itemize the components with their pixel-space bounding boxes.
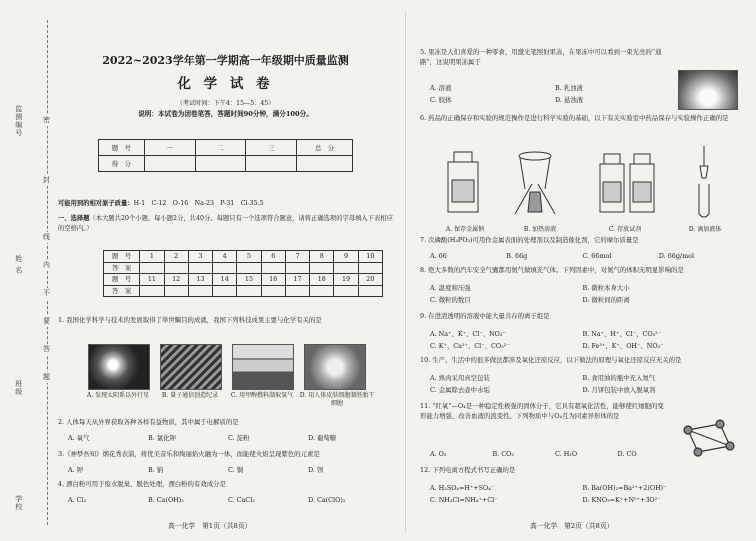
question-5-options xyxy=(430,82,680,106)
score-field[interactable] xyxy=(195,156,246,172)
o4-molecule-icon xyxy=(678,416,738,460)
answer-field[interactable] xyxy=(164,285,188,297)
answer-field[interactable] xyxy=(164,262,188,274)
option-d[interactable]: D. CO xyxy=(617,450,637,458)
school-label: 学校 xyxy=(14,495,23,511)
answer-field[interactable] xyxy=(237,262,261,274)
section-one-instructions xyxy=(58,214,393,234)
table-cell: 答 案 xyxy=(104,285,140,297)
option-b[interactable]: B. Ca(OH)₂ xyxy=(148,496,184,504)
seal-mark: 不 xyxy=(43,289,50,297)
answer-field[interactable] xyxy=(261,262,285,274)
exam-time: （考试时间：下午4：15—5：45） xyxy=(176,100,275,107)
option-c[interactable]: C. 微粒的数目 xyxy=(430,296,471,305)
table-row xyxy=(99,140,353,156)
option-c[interactable]: C. K⁺、Ca²⁺、Cl⁻、CO₃²⁻ xyxy=(430,342,510,351)
quantum-device-photo xyxy=(160,344,222,390)
table-cell: 题 号 xyxy=(104,274,140,286)
question-4-options xyxy=(68,496,388,504)
class-label: 班级 xyxy=(14,380,23,396)
option-b[interactable]: B. 氯化钾 xyxy=(148,434,176,442)
table-cell: 三 xyxy=(246,140,297,156)
score-field[interactable] xyxy=(246,156,297,172)
atomic-mass-line xyxy=(58,200,393,208)
option-d[interactable]: D. 微粒间的距离 xyxy=(582,296,630,305)
answer-table xyxy=(103,250,383,297)
answer-field[interactable] xyxy=(285,262,309,274)
table-cell: 2 xyxy=(164,251,188,263)
jelly-photo xyxy=(678,70,738,110)
seal-mark: 要 xyxy=(43,317,50,325)
question-10-stem: 10. 生产、生活中的很多做法都涉及氧化还原反应，以下做法的原理与氧化还原反应无关的是 xyxy=(420,356,682,364)
question-2-options xyxy=(68,434,388,442)
atomic-mass-label: 可能用到的相对原子质量： xyxy=(58,200,134,207)
answer-field[interactable] xyxy=(334,262,358,274)
option-b[interactable]: B. 微粒本身大小 xyxy=(582,284,630,292)
question-7-options xyxy=(430,252,735,260)
option-a[interactable]: A. H₂SO₄=H⁺+SO₄⁻ xyxy=(430,484,495,492)
table-row xyxy=(104,285,383,297)
option-caption: A. 保存金属钠 xyxy=(445,226,485,233)
question-8-stem: 8. 绝大多数的汽车安全气囊都用氮气做填充气体。下列因素中，对氮气的体积无明显影响的是 xyxy=(420,266,684,274)
page-footer-left: 高一化学 第1页（共8页） xyxy=(168,522,252,530)
seal-mark: 线 xyxy=(43,233,50,241)
answer-field[interactable] xyxy=(334,285,358,297)
table-cell: 19 xyxy=(334,274,358,286)
question-6-stem: 6. 药品的正确保存和实验的规范操作是进行科学实验的基础，以下有关实验室中药品保存与实验操作正确的是 xyxy=(420,114,729,122)
table-cell: 3 xyxy=(188,251,212,263)
option-c[interactable]: C. H₂O xyxy=(555,450,578,458)
option-caption: D. 用人体皮肤细胞制胚胎干细胞 xyxy=(299,392,375,407)
option-c[interactable]: C. 胶体 xyxy=(430,96,452,105)
table-cell: 10 xyxy=(358,251,382,263)
option-d[interactable]: D. Ca(ClO)₂ xyxy=(308,496,346,504)
seal-mark: 密 xyxy=(43,116,50,124)
table-cell: 5 xyxy=(237,251,261,263)
answer-field[interactable] xyxy=(310,262,334,274)
table-cell: 9 xyxy=(334,251,358,263)
table-row xyxy=(104,251,383,263)
question-12-options xyxy=(430,482,735,506)
answer-field[interactable] xyxy=(237,285,261,297)
seal-mark: 封 xyxy=(43,176,50,184)
seal-mark: 题 xyxy=(43,373,50,381)
option-b[interactable]: B. CO₂ xyxy=(492,450,514,458)
name-label: 姓 名 xyxy=(14,255,23,275)
option-caption: A. 发现太阳系以外行星 xyxy=(86,392,150,399)
page-one xyxy=(58,14,393,534)
question-4-stem: 4. 漂白粉可用于废水脱臭、脱色处理，漂白粉的有效成分是 xyxy=(58,480,226,488)
page-two xyxy=(420,14,740,534)
table-cell: 17 xyxy=(285,274,309,286)
question-8-options xyxy=(430,282,735,306)
question-1-stem: 1. 我国化学科学与技术的发展取得了举世瞩目的成就，我国下列科技成果主要与化学有关的是 xyxy=(58,316,322,324)
table-cell: 6 xyxy=(261,251,285,263)
table-cell: 14 xyxy=(213,274,237,286)
table-cell: 12 xyxy=(164,274,188,286)
option-b[interactable]: B. 食用油的瓶中充入氮气 xyxy=(582,374,656,382)
methanol-plant-photo xyxy=(232,344,294,390)
seal-mark: 答 xyxy=(43,345,50,353)
option-caption: C. 存放试剂 xyxy=(608,226,642,233)
section-text: （本大题共20个小题，每小题2分，共40分。每题只有一个选项符合题意，请将正确选项的字母填入下表相应的空格内。） xyxy=(58,215,393,232)
option-a[interactable]: A. Na⁺、K⁺、Cl⁻、NO₃⁻ xyxy=(430,330,506,338)
option-c[interactable]: C. 66mol xyxy=(582,252,612,260)
score-table xyxy=(98,139,353,172)
exam-notes: 说明：本试卷为闭卷笔答，答题时间90分钟，满分100分。 xyxy=(138,110,313,118)
table-cell: 答 案 xyxy=(104,262,140,274)
answer-field[interactable] xyxy=(140,285,164,297)
option-c[interactable]: C. NH₄Cl=NH₄⁺+Cl⁻ xyxy=(430,496,498,505)
option-caption: C. 用甲醇燃料制取氢气 xyxy=(230,392,294,399)
atomic-mass-values: H-1 C-12 O-16 Na-23 P-31 Cl-35.5 xyxy=(133,200,264,207)
page-divider xyxy=(405,12,406,532)
answer-field[interactable] xyxy=(358,285,382,297)
table-cell: 18 xyxy=(310,274,334,286)
score-field[interactable] xyxy=(297,156,353,172)
question-3-options xyxy=(68,466,388,474)
answer-field[interactable] xyxy=(140,262,164,274)
question-5-stem: 5. 果冻是人们喜爱的一种零食，用激光笔照射果冻，在果冻中可以看到一束光亮的“通路”，这说明果冻属于 xyxy=(420,48,662,66)
table-row xyxy=(99,156,353,172)
table-cell: 总 分 xyxy=(297,140,353,156)
question-9-stem: 9. 在澄清透明的溶液中能大量共存的离子组是 xyxy=(420,312,550,320)
reagent-bottle-icon xyxy=(448,152,478,212)
question-9-options xyxy=(430,328,735,352)
answer-field[interactable] xyxy=(261,285,285,297)
stem-cell-photo xyxy=(304,344,366,390)
option-caption: B. 量子通信创造纪录 xyxy=(161,392,219,399)
table-cell: 7 xyxy=(285,251,309,263)
option-b[interactable]: B. 66g xyxy=(506,252,528,260)
question-11-stem: 11. “红氧”—O₄是一种稳定性极强的固体分子，它具有超氧化活性，能够使红细胞的变形能力增强，改善血液的流变性。下列物质中与O₄互为同素异形体的是 xyxy=(420,402,664,420)
exam-title: 2022~2023学年第一学期高一年级期中质量监测 xyxy=(102,54,349,67)
answer-field[interactable] xyxy=(188,285,212,297)
question-2-stem: 2. 人体每天从外界获取各种各样有益物质，其中属于电解质的是 xyxy=(58,418,239,426)
table-cell: 题 号 xyxy=(104,251,140,263)
option-c[interactable]: C. 金属除去壶中水垢 xyxy=(430,386,490,395)
option-caption: B. 加热溶液 xyxy=(523,226,557,233)
answer-field[interactable] xyxy=(285,285,309,297)
option-a[interactable]: A. O₂ xyxy=(430,450,447,458)
answer-field[interactable] xyxy=(213,262,237,274)
option-b[interactable]: B. 乳浊液 xyxy=(555,84,583,92)
option-a[interactable]: A. 66 xyxy=(430,252,447,260)
option-d[interactable]: D. 钡 xyxy=(308,466,324,474)
question-3-stem: 3.《神梦吾知》烟花秀表演，将优美音乐和绚丽焰火融为一体，而能使火焰呈现紫色的元素是 xyxy=(58,450,320,458)
question-11-options xyxy=(430,450,680,458)
table-cell: 16 xyxy=(261,274,285,286)
option-a[interactable]: A. 温度和压强 xyxy=(430,284,471,292)
option-caption: D. 滴加液体 xyxy=(688,226,722,233)
question-12-stem: 12. 下列电离方程式书写正确的是 xyxy=(420,466,516,474)
table-cell: 20 xyxy=(358,274,382,286)
table-cell: 1 xyxy=(140,251,164,263)
table-cell: 题 号 xyxy=(99,140,145,156)
table-row xyxy=(104,262,383,274)
table-cell: 11 xyxy=(140,274,164,286)
table-cell: 4 xyxy=(213,251,237,263)
option-b[interactable]: B. Ba(OH)₂=Ba²⁺+2(OH)⁻ xyxy=(582,484,667,492)
subject-title: 化 学 试 卷 xyxy=(177,76,274,92)
option-a[interactable]: A. Cl₂ xyxy=(68,496,87,504)
option-b[interactable]: B. Na⁺、H⁺、Cl⁻、CO₃²⁻ xyxy=(582,330,662,338)
score-field[interactable] xyxy=(144,156,195,172)
option-b[interactable]: B. 钠 xyxy=(148,466,164,474)
question-7-stem: 7. 次磷酸(H₃PO₂)可用作金属表面的处理剂以及制造催化剂，它的摩尔质量是 xyxy=(420,236,639,244)
table-cell: 一 xyxy=(144,140,195,156)
planet-photo xyxy=(88,344,150,390)
option-d[interactable]: D. KNO₃=K⁺+N⁵⁺+3O²⁻ xyxy=(582,496,661,505)
option-d[interactable]: D. Fe³⁺、K⁺、OH⁻、NO₃⁻ xyxy=(582,342,664,351)
reagent-bottles-icon xyxy=(600,154,654,212)
seal-dashed-line xyxy=(47,20,48,525)
option-c[interactable]: C. 淀粉 xyxy=(228,434,250,442)
option-d[interactable]: D. 悬浊液 xyxy=(555,96,584,105)
option-a[interactable]: A. 氧气 xyxy=(68,434,90,442)
answer-field[interactable] xyxy=(213,285,237,297)
table-cell: 得 分 xyxy=(99,156,145,172)
option-d[interactable]: D. 葡萄糖 xyxy=(308,434,337,442)
lab-apparatus-figure xyxy=(420,144,740,224)
option-d[interactable]: D. 66g/mol xyxy=(658,252,695,260)
exam-number-label: 监测编号 xyxy=(14,105,23,137)
dropper-test-tube-icon xyxy=(699,146,709,217)
option-a[interactable]: A. 钾 xyxy=(68,466,84,474)
table-cell: 8 xyxy=(310,251,334,263)
option-d[interactable]: D. 月饼包装中放入脱氧剂 xyxy=(582,386,656,395)
option-a[interactable]: A. 溶液 xyxy=(430,84,452,92)
page-footer-right: 高一化学 第2页（共8页） xyxy=(530,522,614,530)
answer-field[interactable] xyxy=(358,262,382,274)
option-c[interactable]: C. CaCl₂ xyxy=(228,496,255,504)
option-c[interactable]: C. 铜 xyxy=(228,466,244,474)
table-cell: 15 xyxy=(237,274,261,286)
section-title: 一、选择题 xyxy=(58,215,90,222)
question-10-options xyxy=(430,372,735,396)
heating-stand-icon xyxy=(515,152,555,214)
seal-mark: 内 xyxy=(43,261,50,269)
table-cell: 13 xyxy=(188,274,212,286)
table-row xyxy=(104,274,383,286)
table-cell: 二 xyxy=(195,140,246,156)
answer-field[interactable] xyxy=(188,262,212,274)
option-a[interactable]: A. 熟肉采用真空包装 xyxy=(430,374,490,382)
answer-field[interactable] xyxy=(310,285,334,297)
